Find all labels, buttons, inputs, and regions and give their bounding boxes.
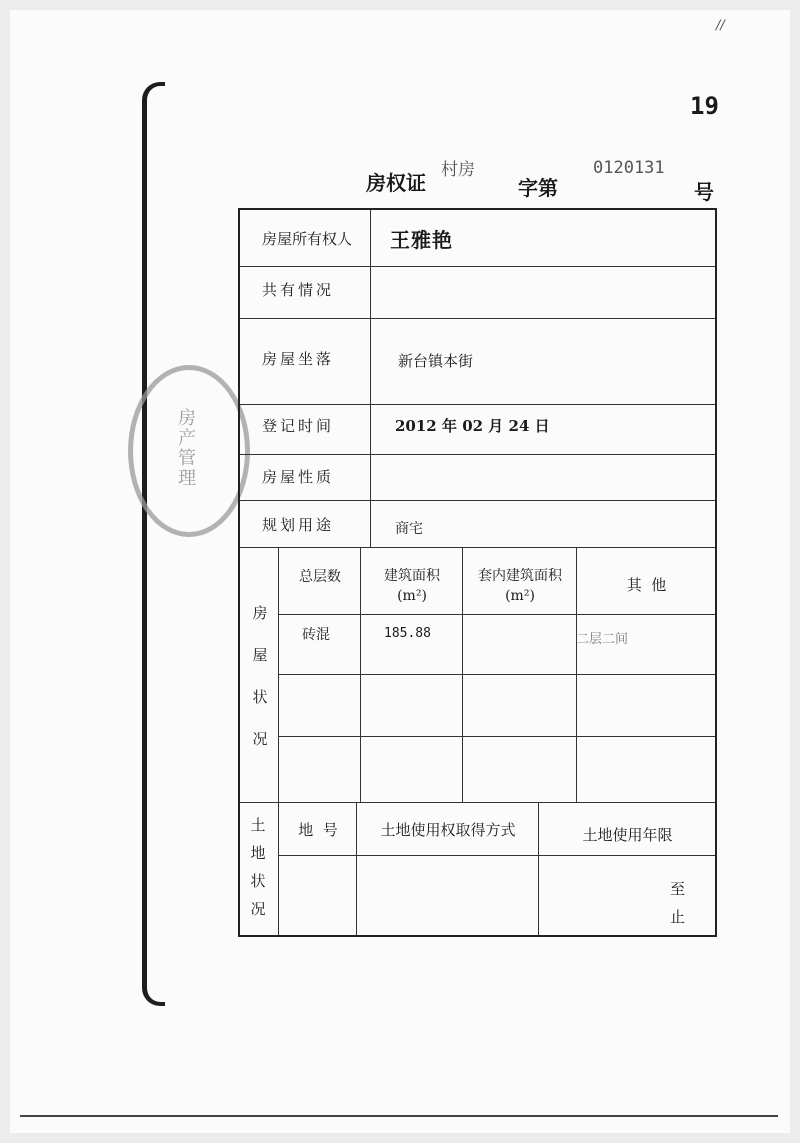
nature-label: 房屋性质	[262, 468, 335, 486]
footer-rule	[20, 1115, 778, 1117]
header-inner-area-unit: (m²)	[505, 588, 535, 604]
land-status-label-2: 地	[250, 844, 266, 862]
house-status-label-2: 屋	[252, 646, 268, 664]
owner-value: 王雅艳	[390, 228, 453, 252]
house-status-label-1: 房	[252, 604, 268, 622]
header-lot-number: 地 号	[298, 821, 338, 839]
land-status-label-4: 况	[250, 900, 266, 918]
location-label: 房屋坐落	[262, 350, 335, 368]
binding-edge	[142, 82, 165, 1006]
land-status-label-1: 土	[250, 816, 266, 834]
location-value: 新台镇本街	[398, 352, 474, 370]
seal-text: 房产管理	[175, 408, 196, 488]
certificate-title: 房权证	[366, 171, 426, 195]
corner-mark: //	[716, 18, 725, 33]
register-time-value: 2012 年 02 月 24 日	[395, 417, 550, 435]
usage-label: 规划用途	[262, 516, 335, 534]
land-term-end: 止	[670, 908, 686, 926]
header-land-term: 土地使用年限	[582, 826, 673, 844]
land-status-label-3: 状	[250, 872, 266, 890]
header-floors: 总层数	[299, 569, 341, 585]
certificate-zi-di: 字第	[518, 176, 558, 200]
row1-floors: 砖混	[302, 627, 330, 643]
property-table	[238, 208, 717, 937]
header-inner-area: 套内建筑面积	[478, 568, 562, 584]
header-building-area: 建筑面积	[384, 568, 440, 584]
usage-value: 商宅	[395, 521, 423, 537]
house-status-label-4: 况	[252, 730, 268, 748]
co-ownership-label: 共有情况	[262, 281, 335, 299]
page-number: 19	[690, 92, 719, 120]
owner-label: 房屋所有权人	[262, 230, 353, 248]
register-time-label: 登记时间	[262, 417, 335, 435]
row1-other: 二层二间	[576, 632, 629, 647]
header-acquisition: 土地使用权取得方式	[380, 821, 516, 839]
house-status-label-3: 状	[252, 688, 268, 706]
header-building-area-unit: (m²)	[397, 588, 427, 604]
certificate-number: 0120131	[593, 158, 665, 178]
certificate-village: 村房	[441, 160, 475, 180]
row1-building-area: 185.88	[384, 626, 431, 641]
land-term-to: 至	[670, 880, 686, 898]
certificate-hao: 号	[694, 180, 714, 204]
header-other: 其 他	[626, 576, 667, 594]
